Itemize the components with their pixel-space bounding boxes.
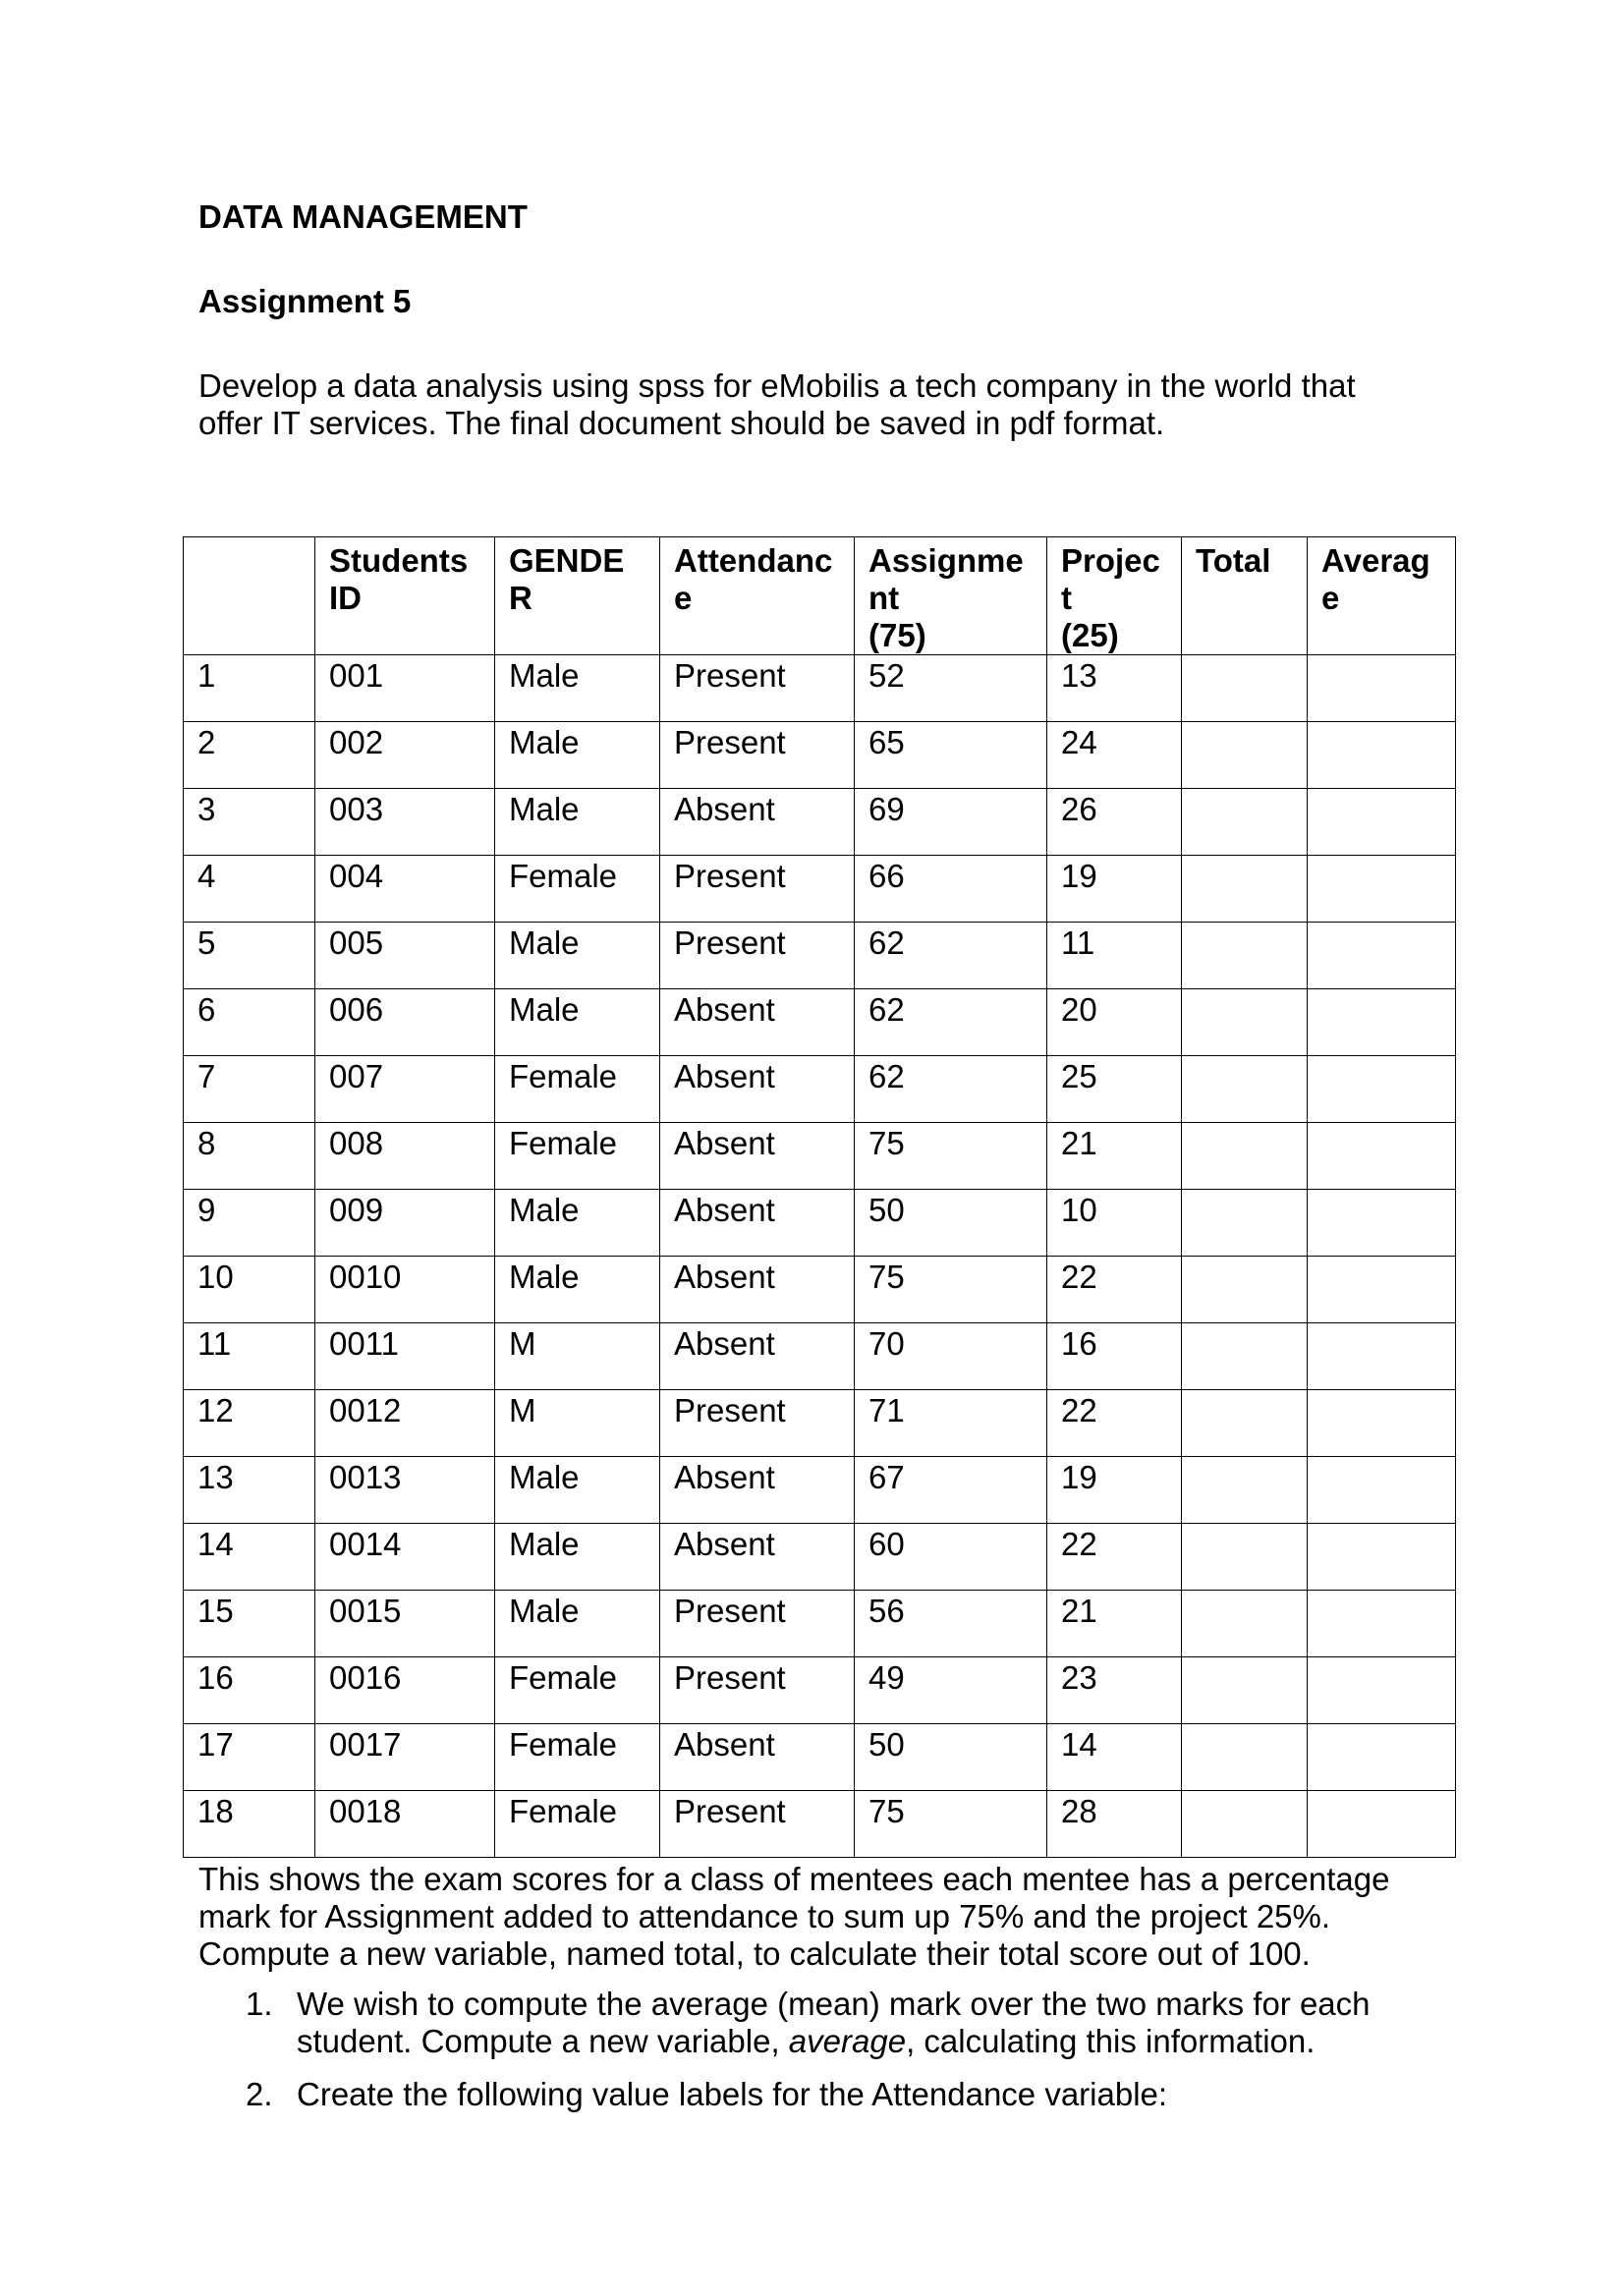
total-cell — [1182, 1257, 1308, 1323]
assignment-title: Assignment 5 — [198, 283, 412, 319]
assignment-cell: 62 — [855, 1056, 1047, 1123]
total-cell — [1182, 1457, 1308, 1524]
row-number-cell: 5 — [184, 923, 315, 989]
attendance-cell: Present — [660, 1591, 855, 1657]
total-cell — [1182, 722, 1308, 789]
average-cell — [1308, 1457, 1456, 1524]
student-id-cell: 002 — [315, 722, 495, 789]
total-cell — [1182, 1056, 1308, 1123]
document-title: DATA MANAGEMENT — [198, 198, 528, 235]
average-cell — [1308, 789, 1456, 856]
student-id-cell: 005 — [315, 923, 495, 989]
project-cell: 16 — [1047, 1323, 1182, 1390]
header-total — [1182, 537, 1308, 655]
table-header-row — [184, 537, 1456, 655]
assignment-cell: 50 — [855, 1724, 1047, 1791]
attendance-cell: Absent — [660, 1524, 855, 1591]
student-id-cell: 0013 — [315, 1457, 495, 1524]
table-row — [184, 1724, 1456, 1791]
table-row — [184, 856, 1456, 923]
row-number-cell: 8 — [184, 1123, 315, 1190]
header-text: Attendanc — [674, 542, 833, 579]
task-text-part: , calculating this information. — [906, 2023, 1316, 2059]
header-text: (25) — [1061, 617, 1119, 653]
average-cell — [1308, 1791, 1456, 1858]
gender-cell: Male — [495, 722, 660, 789]
student-id-cell: 004 — [315, 856, 495, 923]
attendance-cell: Absent — [660, 989, 855, 1056]
assignment-cell: 52 — [855, 655, 1047, 722]
project-cell: 19 — [1047, 1457, 1182, 1524]
row-number-cell: 9 — [184, 1190, 315, 1257]
average-cell — [1308, 1123, 1456, 1190]
header-gender — [495, 537, 660, 655]
assignment-cell: 60 — [855, 1524, 1047, 1591]
assignment-cell: 75 — [855, 1123, 1047, 1190]
total-cell — [1182, 1190, 1308, 1257]
task-list — [198, 1986, 1476, 2129]
assignment-cell: 70 — [855, 1323, 1047, 1390]
student-id-cell: 0011 — [315, 1323, 495, 1390]
header-text: Students — [329, 542, 469, 579]
row-number-cell: 16 — [184, 1657, 315, 1724]
table-row — [184, 1190, 1456, 1257]
table-row — [184, 1390, 1456, 1457]
table-row — [184, 655, 1456, 722]
project-cell: 22 — [1047, 1524, 1182, 1591]
header-assignment — [855, 537, 1047, 655]
table-row — [184, 989, 1456, 1056]
attendance-cell: Present — [660, 655, 855, 722]
project-cell: 22 — [1047, 1257, 1182, 1323]
gender-cell: Female — [495, 1056, 660, 1123]
student-id-cell: 001 — [315, 655, 495, 722]
gender-cell: Male — [495, 1190, 660, 1257]
gender-cell: Female — [495, 1123, 660, 1190]
project-cell: 21 — [1047, 1123, 1182, 1190]
attendance-cell: Absent — [660, 1056, 855, 1123]
student-id-cell: 0010 — [315, 1257, 495, 1323]
project-cell: 23 — [1047, 1657, 1182, 1724]
table-row — [184, 1791, 1456, 1858]
row-number-cell: 18 — [184, 1791, 315, 1858]
intro-line: Develop a data analysis using spss for eMobilis a tech company in the world that — [198, 367, 1356, 404]
project-cell: 25 — [1047, 1056, 1182, 1123]
total-cell — [1182, 1724, 1308, 1791]
table-row — [184, 1123, 1456, 1190]
row-number-cell: 2 — [184, 722, 315, 789]
header-average — [1308, 537, 1456, 655]
table-row — [184, 722, 1456, 789]
attendance-cell: Absent — [660, 1123, 855, 1190]
row-number-cell: 6 — [184, 989, 315, 1056]
project-cell: 20 — [1047, 989, 1182, 1056]
header-project — [1047, 537, 1182, 655]
gender-cell: Female — [495, 1657, 660, 1724]
task-text — [297, 2023, 1476, 2060]
assignment-cell: 56 — [855, 1591, 1047, 1657]
gender-cell: Female — [495, 1724, 660, 1791]
table-row — [184, 1056, 1456, 1123]
total-cell — [1182, 1123, 1308, 1190]
row-number-cell: 3 — [184, 789, 315, 856]
average-cell — [1308, 1724, 1456, 1791]
attendance-cell: Present — [660, 856, 855, 923]
student-id-cell: 0018 — [315, 1791, 495, 1858]
table-row — [184, 1323, 1456, 1390]
row-number-cell: 7 — [184, 1056, 315, 1123]
gender-cell: Male — [495, 1257, 660, 1323]
student-id-cell: 0017 — [315, 1724, 495, 1791]
task-text: Create the following value labels for the Attendance variable: — [297, 2076, 1168, 2112]
row-number-cell: 13 — [184, 1457, 315, 1524]
intro-line: offer IT services. The final document should be saved in pdf format. — [198, 405, 1165, 441]
header-text: nt — [868, 580, 900, 616]
attendance-cell: Absent — [660, 1257, 855, 1323]
task-text-part: student. Compute a new variable, — [297, 2023, 789, 2059]
average-cell — [1308, 1257, 1456, 1323]
total-cell — [1182, 923, 1308, 989]
project-cell: 14 — [1047, 1724, 1182, 1791]
header-text: (75) — [868, 617, 926, 653]
average-cell — [1308, 856, 1456, 923]
header-text: GENDE — [509, 542, 625, 579]
header-text: ID — [329, 580, 362, 616]
header-text: t — [1061, 580, 1072, 616]
gender-cell: M — [495, 1390, 660, 1457]
gender-cell: Male — [495, 989, 660, 1056]
project-cell: 22 — [1047, 1390, 1182, 1457]
header-students-id — [315, 537, 495, 655]
average-cell — [1308, 1657, 1456, 1724]
project-cell: 26 — [1047, 789, 1182, 856]
paragraph-line: Compute a new variable, named total, to calculate their total score out of 100. — [198, 1935, 1311, 1972]
gender-cell: Male — [495, 1457, 660, 1524]
total-cell — [1182, 1390, 1308, 1457]
gender-cell: M — [495, 1323, 660, 1390]
total-cell — [1182, 856, 1308, 923]
total-cell — [1182, 1657, 1308, 1724]
attendance-cell: Absent — [660, 1724, 855, 1791]
attendance-cell: Present — [660, 1791, 855, 1858]
gender-cell: Male — [495, 923, 660, 989]
row-number-cell: 12 — [184, 1390, 315, 1457]
header-text: Projec — [1061, 542, 1160, 579]
gender-cell: Female — [495, 1791, 660, 1858]
row-number-cell: 1 — [184, 655, 315, 722]
total-cell — [1182, 789, 1308, 856]
row-number-cell: 4 — [184, 856, 315, 923]
table-row — [184, 789, 1456, 856]
table-row — [184, 1524, 1456, 1591]
average-cell — [1308, 722, 1456, 789]
total-cell — [1182, 1323, 1308, 1390]
header-attendance — [660, 537, 855, 655]
task-number: 2. — [246, 2076, 273, 2112]
table-row — [184, 923, 1456, 989]
assignment-cell: 62 — [855, 989, 1047, 1056]
project-cell: 19 — [1047, 856, 1182, 923]
student-id-cell: 0016 — [315, 1657, 495, 1724]
student-scores-table — [183, 536, 1456, 1858]
task-emphasis: average — [788, 2023, 907, 2059]
gender-cell: Male — [495, 1591, 660, 1657]
student-id-cell: 006 — [315, 989, 495, 1056]
gender-cell: Male — [495, 789, 660, 856]
attendance-cell: Present — [660, 923, 855, 989]
average-cell — [1308, 1056, 1456, 1123]
row-number-cell: 10 — [184, 1257, 315, 1323]
average-cell — [1308, 1524, 1456, 1591]
table-row — [184, 1257, 1456, 1323]
row-number-cell: 14 — [184, 1524, 315, 1591]
average-cell — [1308, 1323, 1456, 1390]
student-id-cell: 003 — [315, 789, 495, 856]
average-cell — [1308, 1591, 1456, 1657]
student-id-cell: 007 — [315, 1056, 495, 1123]
task-text: We wish to compute the average (mean) mark over the two marks for each — [297, 1986, 1371, 2022]
student-id-cell: 0014 — [315, 1524, 495, 1591]
attendance-cell: Absent — [660, 789, 855, 856]
total-cell — [1182, 989, 1308, 1056]
project-cell: 21 — [1047, 1591, 1182, 1657]
student-id-cell: 008 — [315, 1123, 495, 1190]
average-cell — [1308, 1390, 1456, 1457]
total-cell — [1182, 655, 1308, 722]
attendance-cell: Present — [660, 722, 855, 789]
row-number-cell: 17 — [184, 1724, 315, 1791]
assignment-cell: 62 — [855, 923, 1047, 989]
average-cell — [1308, 989, 1456, 1056]
average-cell — [1308, 655, 1456, 722]
project-cell: 28 — [1047, 1791, 1182, 1858]
assignment-cell: 49 — [855, 1657, 1047, 1724]
total-cell — [1182, 1524, 1308, 1591]
paragraph-line: mark for Assignment added to attendance to sum up 75% and the project 25%. — [198, 1898, 1331, 1934]
student-id-cell: 0015 — [315, 1591, 495, 1657]
assignment-cell: 67 — [855, 1457, 1047, 1524]
attendance-cell: Absent — [660, 1323, 855, 1390]
attendance-cell: Absent — [660, 1457, 855, 1524]
total-cell — [1182, 1791, 1308, 1858]
header-text: e — [1321, 580, 1340, 616]
assignment-cell: 50 — [855, 1190, 1047, 1257]
table-body — [184, 655, 1456, 1858]
task-item — [198, 2076, 1476, 2113]
project-cell: 24 — [1047, 722, 1182, 789]
assignment-cell: 71 — [855, 1390, 1047, 1457]
header-index — [184, 537, 315, 655]
assignment-cell: 75 — [855, 1257, 1047, 1323]
student-id-cell: 0012 — [315, 1390, 495, 1457]
attendance-cell: Absent — [660, 1190, 855, 1257]
table-row — [184, 1657, 1456, 1724]
attendance-cell: Present — [660, 1390, 855, 1457]
gender-cell: Male — [495, 1524, 660, 1591]
instructions-paragraph — [198, 1861, 1476, 1973]
assignment-cell: 65 — [855, 722, 1047, 789]
header-text: Averag — [1321, 542, 1430, 579]
average-cell — [1308, 1190, 1456, 1257]
header-text: Total — [1196, 542, 1271, 579]
gender-cell: Male — [495, 655, 660, 722]
task-number: 1. — [246, 1986, 273, 2022]
assignment-cell: 66 — [855, 856, 1047, 923]
table-row — [184, 1591, 1456, 1657]
total-cell — [1182, 1591, 1308, 1657]
gender-cell: Female — [495, 856, 660, 923]
table-row — [184, 1457, 1456, 1524]
header-text: R — [509, 580, 532, 616]
header-text: e — [674, 580, 693, 616]
attendance-cell: Present — [660, 1657, 855, 1724]
assignment-cell: 75 — [855, 1791, 1047, 1858]
assignment-cell: 69 — [855, 789, 1047, 856]
task-item — [198, 1986, 1476, 2060]
average-cell — [1308, 923, 1456, 989]
intro-paragraph — [198, 367, 1436, 442]
header-text: Assignme — [868, 542, 1024, 579]
row-number-cell: 15 — [184, 1591, 315, 1657]
student-id-cell: 009 — [315, 1190, 495, 1257]
project-cell: 13 — [1047, 655, 1182, 722]
paragraph-line: This shows the exam scores for a class of mentees each mentee has a percentage — [198, 1861, 1390, 1897]
row-number-cell: 11 — [184, 1323, 315, 1390]
project-cell: 11 — [1047, 923, 1182, 989]
project-cell: 10 — [1047, 1190, 1182, 1257]
